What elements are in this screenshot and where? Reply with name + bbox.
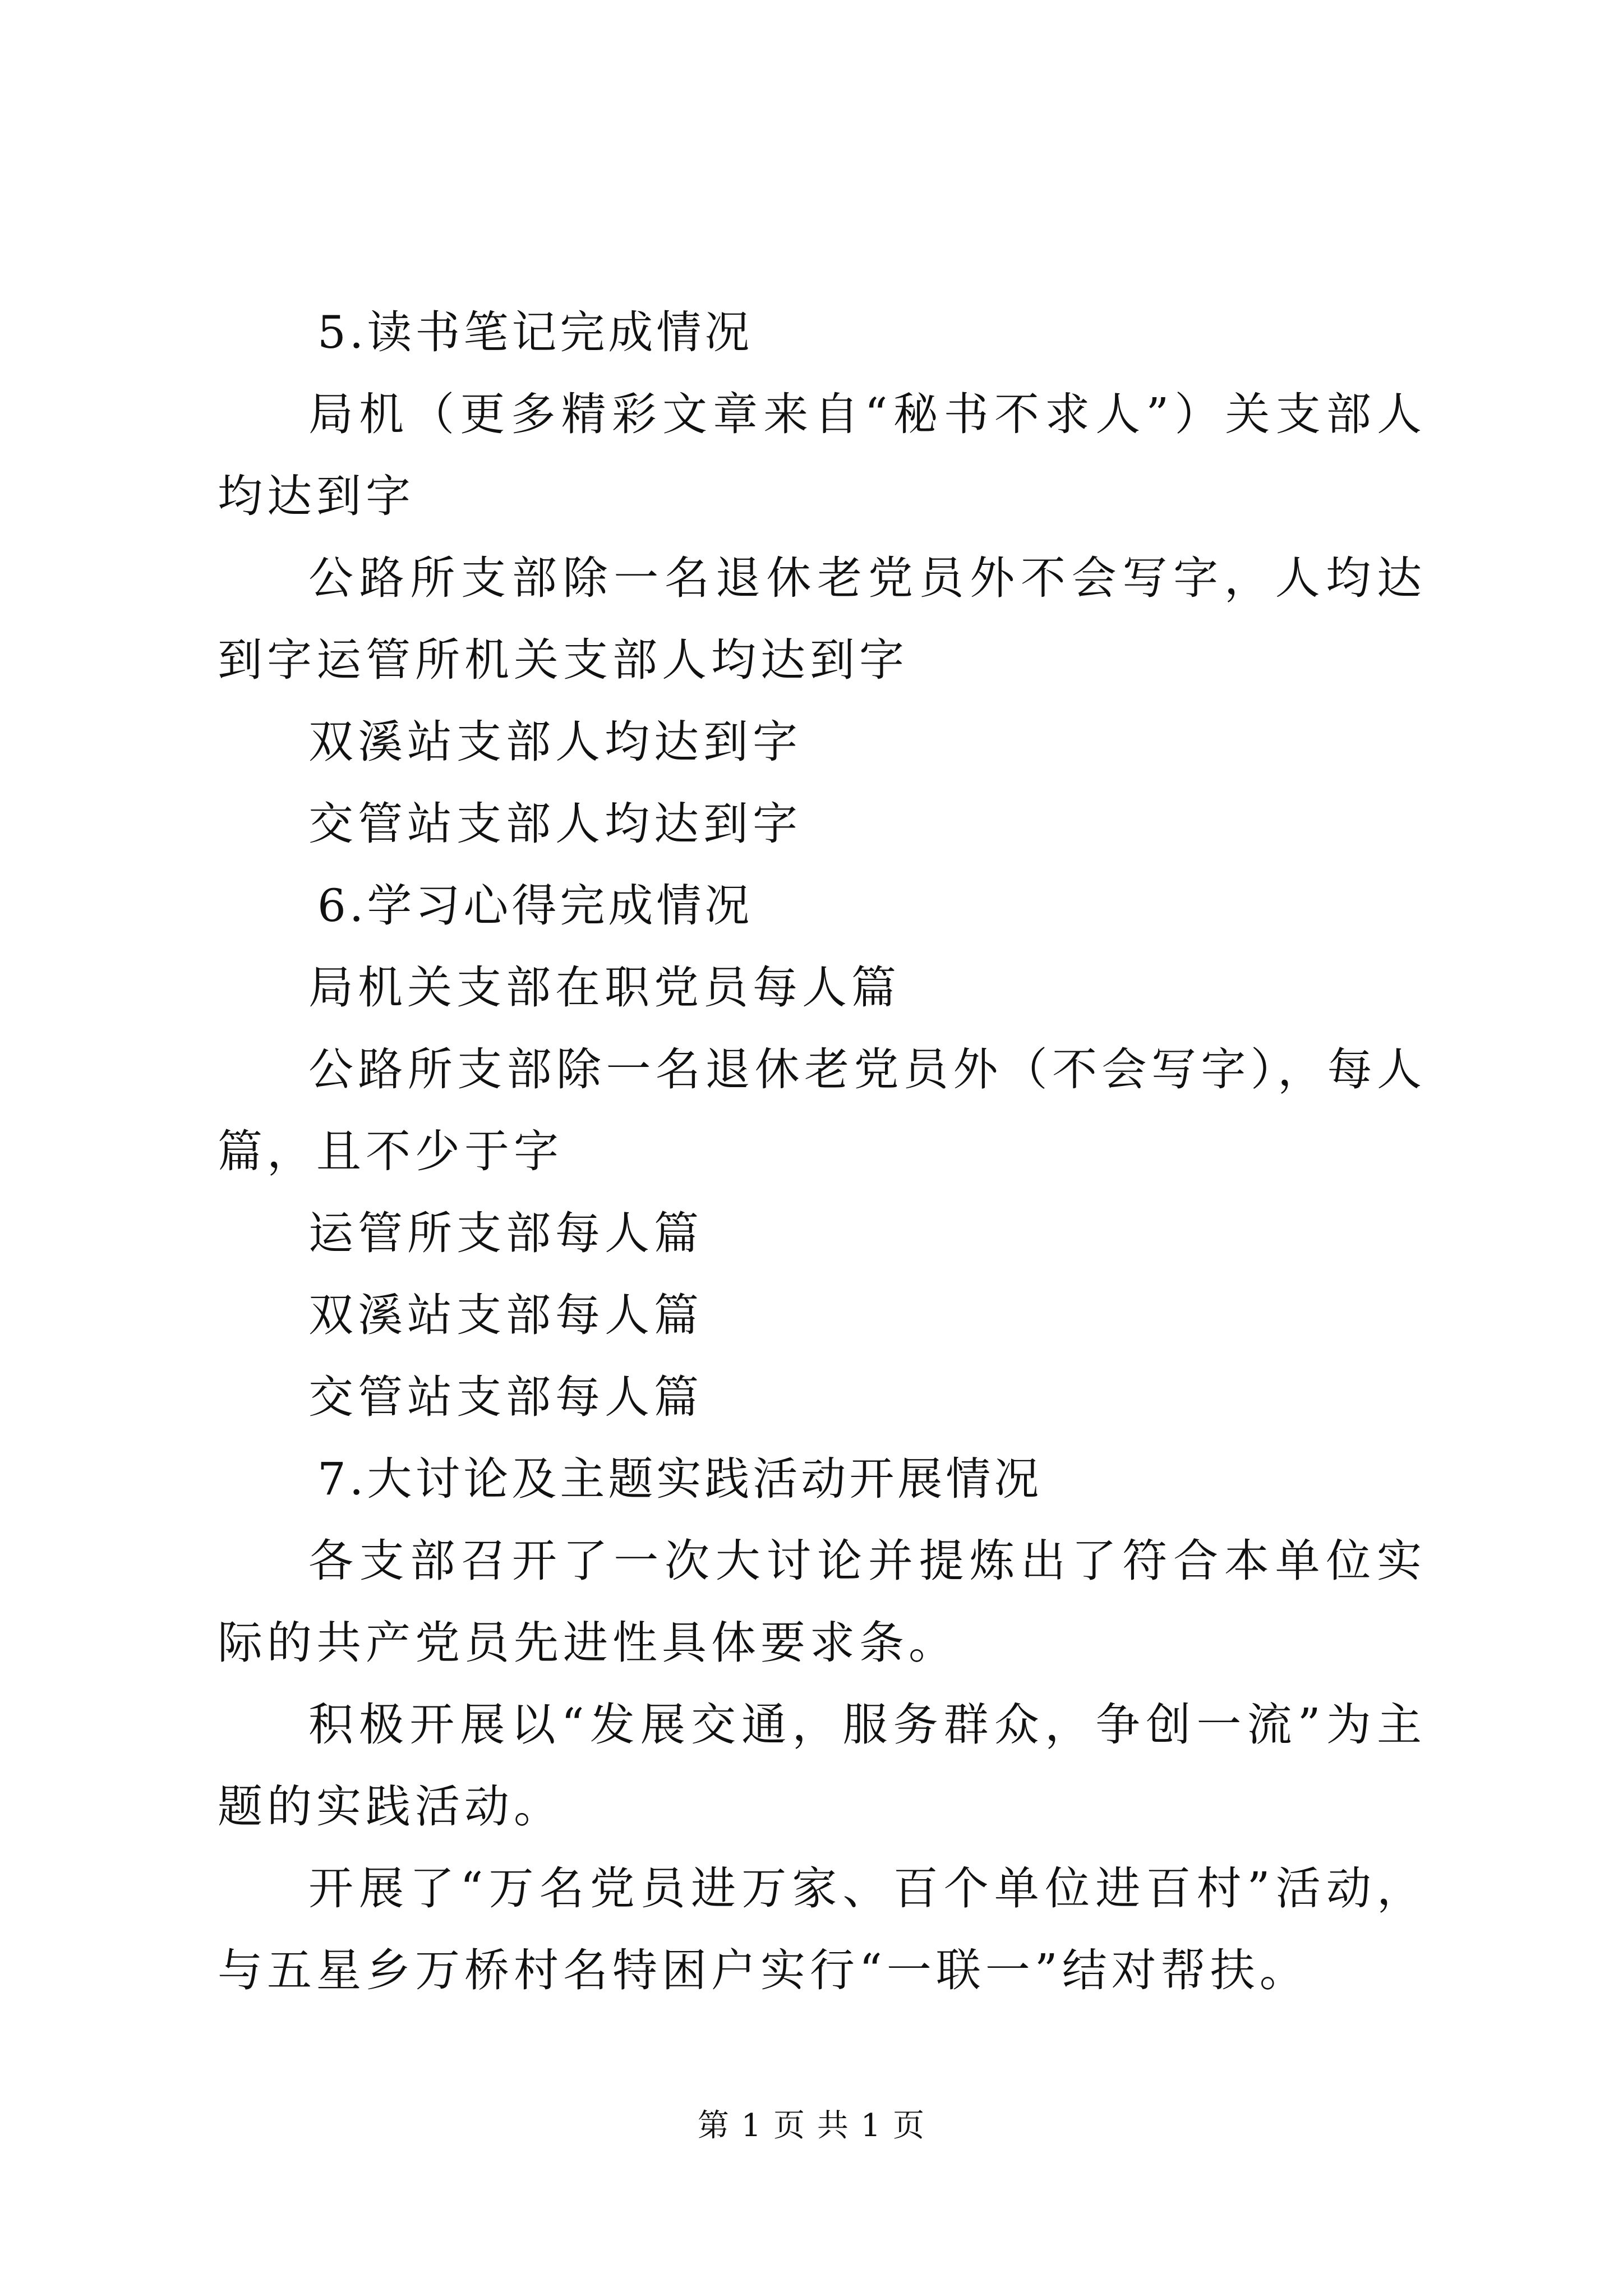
paragraph: 开展了“万名党员进万家、百个单位进百村”活动，与五星乡万桥村名特困户实行“一联一”结对帮扶。 [218, 1862, 1426, 1996]
paragraph: 双溪站支部每人篇 [308, 1289, 703, 1341]
paragraph: 各支部召开了一次大讨论并提炼出了符合本单位实际的共产党员先进性具体要求条。 [218, 1535, 1426, 1669]
paragraph: 运管所支部每人篇 [308, 1207, 703, 1259]
paragraph: 局机关支部在职党员每人篇 [308, 961, 901, 1014]
document-body [218, 292, 1426, 2012]
section-heading-5: 5.读书笔记完成情况 [317, 306, 753, 358]
paragraph: 公路所支部除一名退休老党员外不会写字，人均达到字运管所机关支部人均达到字 [218, 552, 1426, 686]
paragraph: 交管站支部每人篇 [308, 1371, 703, 1423]
paragraph: 交管站支部人均达到字 [308, 798, 802, 850]
section-heading-7: 7.大讨论及主题实践活动开展情况 [317, 1453, 1043, 1505]
paragraph: 公路所支部除一名退休老党员外（不会写字），每人篇，且不少于字 [218, 1043, 1426, 1177]
page-footer: 第 1 页 共 1 页 [697, 2108, 926, 2144]
paragraph: 积极开展以“发展交通，服务群众，争创一流”为主题的实践活动。 [218, 1699, 1426, 1833]
paragraph: 双溪站支部人均达到字 [308, 716, 802, 768]
paragraph: 局机（更多精彩文章来自“秘书不求人”）关支部人均达到字 [218, 388, 1426, 522]
section-heading-6: 6.学习心得完成情况 [317, 880, 753, 932]
